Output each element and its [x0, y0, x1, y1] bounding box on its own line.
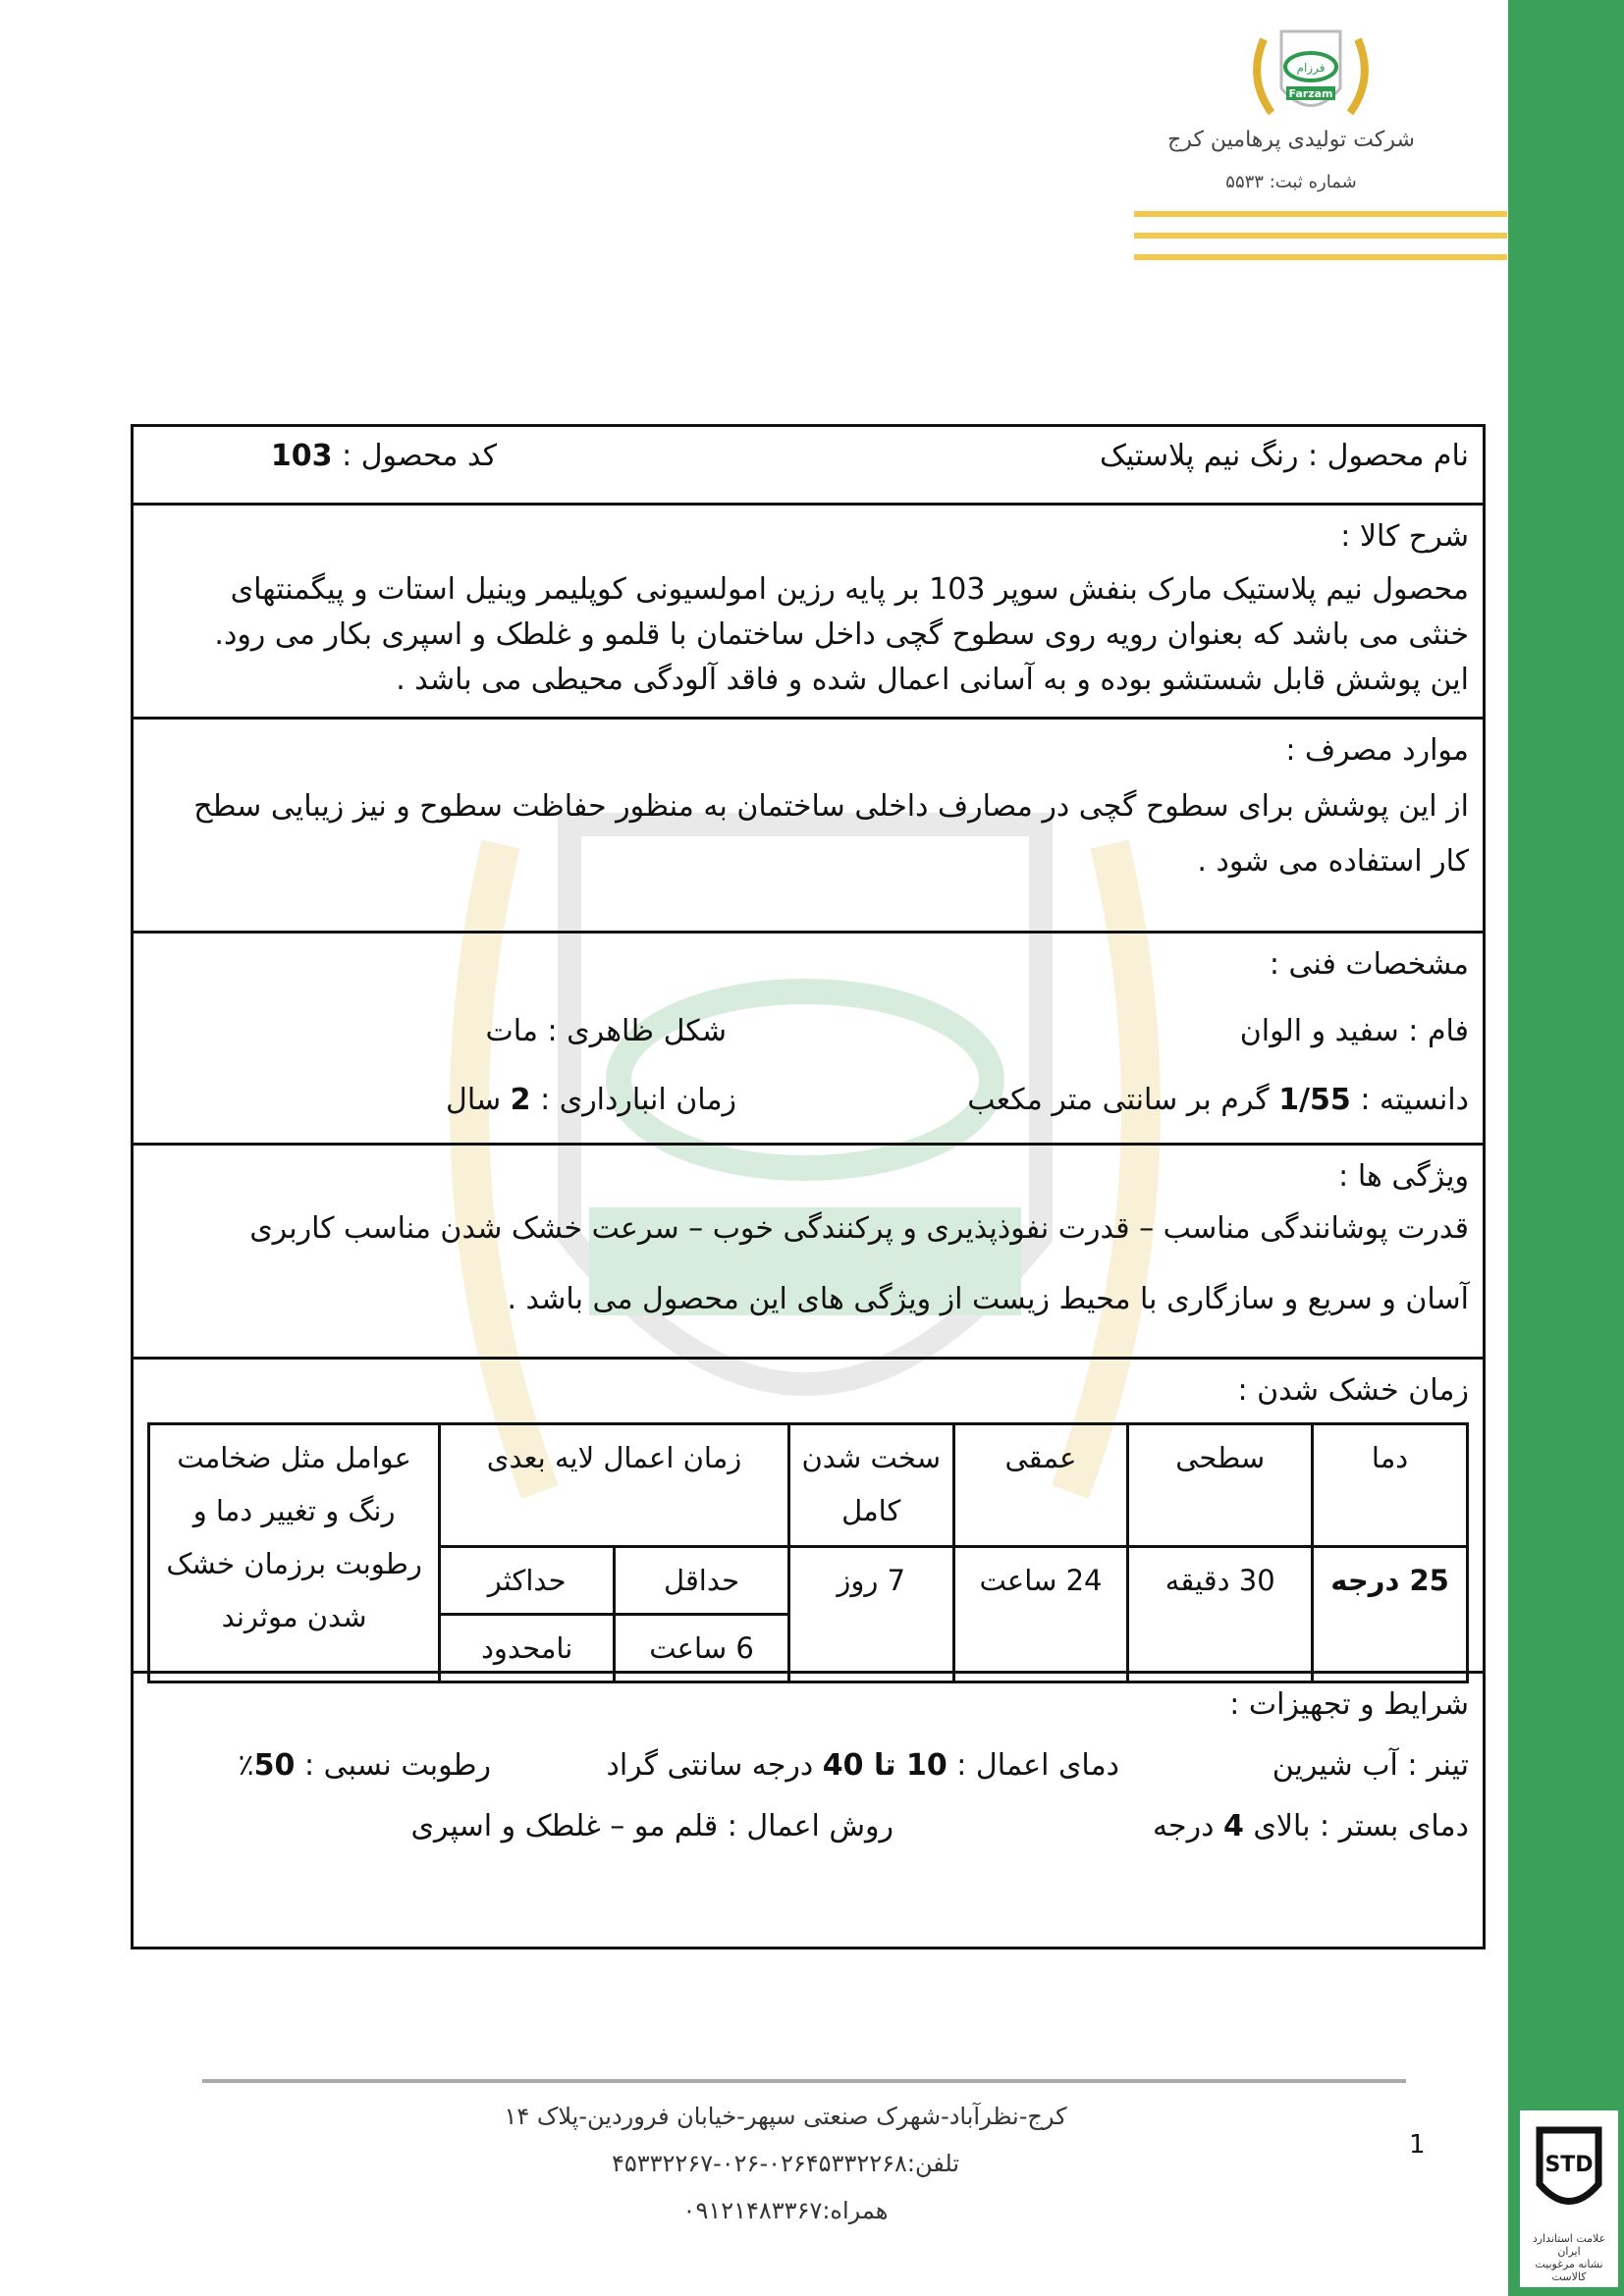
logo-text-fa: فرزام	[1296, 61, 1326, 75]
appearance-spec: شکل ظاهری : مات	[485, 1014, 727, 1048]
features-heading: ویژگی ها :	[1338, 1159, 1469, 1194]
drying-factors-note: عوامل مثل ضخامت رنگ و تغییر دما و رطوبت برزمان خشک شدن موثرند	[149, 1424, 440, 1682]
description-line-2: خنثی می باشد که بعنوان رویه روی سطوح گچی داخل ساختمان با قلمو و غلطک و اسپری بکار می رود.	[214, 617, 1469, 652]
product-spec-sheet	[131, 424, 1486, 1949]
value-temp: 25 درجه	[1313, 1547, 1468, 1682]
col-temp-header: دما	[1313, 1424, 1468, 1547]
col-max-header: حداکثر	[440, 1547, 615, 1615]
footer-phone: تلفن:۰۲۶۴۵۳۳۲۲۶۸-۰۲۶-۴۵۳۳۲۲۶۷	[611, 2150, 960, 2177]
product-code	[134, 439, 634, 473]
svg-text:STD: STD	[1544, 2153, 1594, 2177]
drying-heading: زمان خشک شدن :	[1237, 1373, 1469, 1408]
density-spec: دانسیته : 1/55 گرم بر سانتی متر مکعب	[967, 1083, 1469, 1117]
col-surface-header: سطحی	[1128, 1424, 1313, 1547]
drying-section	[134, 1360, 1483, 1674]
value-hard: 7 روز	[788, 1547, 953, 1682]
description-line-3: این پوشش قابل شستشو بوده و به آسانی اعمال شده و فاقد آلودگی محیطی می باشد .	[396, 663, 1469, 697]
technical-section	[134, 934, 1483, 1146]
technical-heading: مشخصات فنی :	[1269, 947, 1469, 982]
application-method-spec: روش اعمال : قلم مو – غلطک و اسپری	[410, 1809, 893, 1843]
footer-address: کرج-نظرآباد-شهرک صنعتی سپهر-خیابان فروردین-پلاک ۱۴	[504, 2103, 1067, 2130]
col-recoat-header: زمان اعمال لایه بعدی	[440, 1424, 789, 1547]
iran-standard-badge	[1520, 2110, 1618, 2287]
company-logo	[1242, 20, 1380, 137]
col-hard-header: سخت شدن کامل	[788, 1424, 953, 1547]
footer-divider	[202, 2079, 1406, 2083]
features-line-2: آسان و سریع و سازگاری با محیط زیست از ویژگی های این محصول می باشد .	[507, 1282, 1469, 1316]
usage-line-1: از این پوشش برای سطوح گچی در مصارف داخلی ساختمان به منظور حفاظت سطوح و نیز زیبایی سطح	[193, 789, 1469, 824]
product-name-row	[134, 427, 1483, 506]
conditions-heading: شرایط و تجهیزات :	[1229, 1687, 1469, 1722]
usage-line-2: کار استفاده می شود .	[1197, 844, 1469, 879]
value-max: نامحدود	[440, 1615, 615, 1682]
conditions-section	[134, 1674, 1483, 1947]
description-section	[134, 506, 1483, 720]
substrate-temp-spec: دمای بستر : بالای 4 درجه	[1152, 1809, 1469, 1843]
value-min: 6 ساعت	[615, 1615, 789, 1682]
usage-heading: موارد مصرف :	[1285, 733, 1469, 768]
footer-mobile: همراه:۰۹۱۲۱۴۸۳۳۶۷	[682, 2197, 889, 2224]
humidity-spec: رطوبت نسبی : 50٪	[238, 1748, 491, 1783]
company-name: شرکت تولیدی پرهامین کرج	[1167, 128, 1415, 152]
badge-line-1: علامت استاندارد ایران	[1532, 2232, 1606, 2258]
value-deep: 24 ساعت	[953, 1547, 1128, 1682]
col-deep-header: عمقی	[953, 1424, 1128, 1547]
product-code-label: کد محصول :	[342, 439, 498, 473]
description-heading: شرح کالا :	[1340, 519, 1469, 554]
storage-spec: زمان انبارداری : 2 سال	[446, 1083, 736, 1117]
thinner-spec: تینر : آب شیرین	[1272, 1748, 1469, 1783]
side-green-strip	[1508, 0, 1624, 2296]
features-line-1: قدرت پوشانندگی مناسب – قدرت نفوذپذیری و پرکنندگی خوب – سرعت خشک شدن مناسب کاربری	[249, 1211, 1469, 1246]
drying-table	[147, 1422, 1469, 1683]
logo-text-en: Farzam	[1288, 87, 1333, 100]
value-surface: 30 دقیقه	[1128, 1547, 1313, 1682]
features-section	[134, 1146, 1483, 1360]
description-line-1: محصول نیم پلاستیک مارک بنفش سوپر 103 بر پایه رزین امولسیونی کوپلیمر وینیل استات و پیگمنتهای	[230, 572, 1469, 607]
product-code-value: 103	[270, 439, 333, 473]
registration-number: شماره ثبت: ۵۵۳۳	[1225, 172, 1357, 192]
page-number: 1	[1409, 2130, 1426, 2160]
badge-line-2: نشانه مرغوبیت کالاست	[1535, 2258, 1603, 2283]
standard-mark-icon	[1520, 2110, 1618, 2228]
decorative-lines	[1134, 211, 1507, 280]
product-name: نام محصول : رنگ نیم پلاستیک	[1100, 439, 1469, 473]
color-spec: فام : سفید و الوان	[1239, 1014, 1469, 1048]
col-min-header: حداقل	[615, 1547, 789, 1615]
usage-section	[134, 720, 1483, 934]
apply-temp-spec: دمای اعمال : 10 تا 40 درجه سانتی گراد	[606, 1748, 1119, 1783]
